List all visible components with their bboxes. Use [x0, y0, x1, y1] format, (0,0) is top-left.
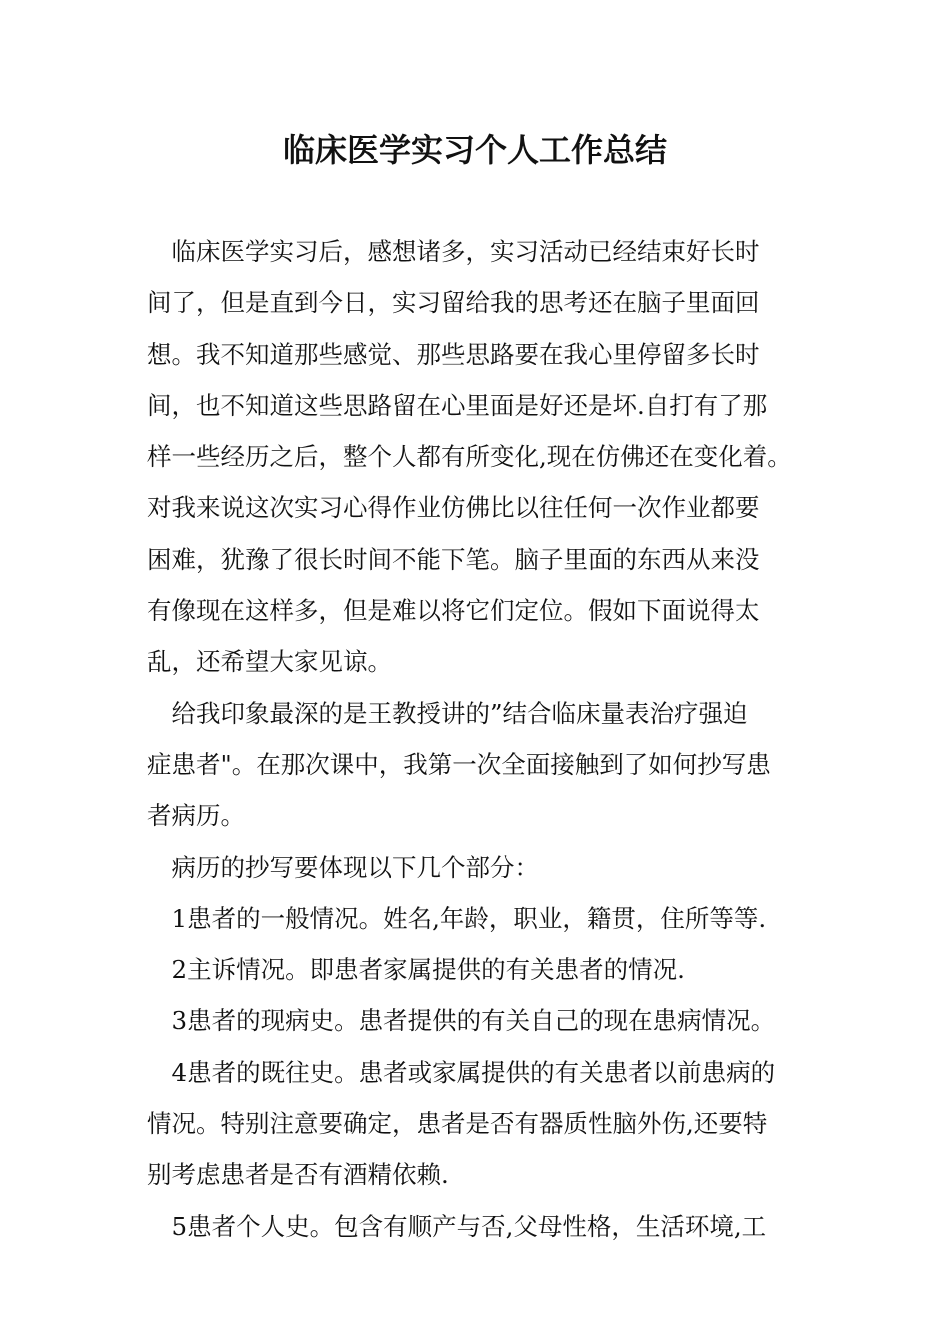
text-line: 想。我不知道那些感觉、那些思路要在我心里停留多长时: [147, 339, 760, 369]
text-line: 症患者"。在那次课中，我第一次全面接触到了如何抄写患: [147, 749, 771, 779]
text-line: 间，也不知道这些思路留在心里面是好还是坏.自打有了那: [147, 390, 768, 420]
text-line: 临床医学实习后，感想诸多，实习活动已经结束好长时: [147, 237, 760, 266]
document-title: 临床医学实习个人工作总结: [282, 131, 667, 169]
text-line: 3患者的现病史。患者提供的有关自己的现在患病情况。: [147, 1006, 776, 1036]
text-line: 者病历。: [147, 801, 245, 831]
text-line: 2主诉情况。即患者家属提供的有关患者的情况.: [147, 955, 685, 985]
text-line: 情况。特别注意要确定，患者是否有器质性脑外伤,还要特: [147, 1109, 768, 1139]
text-line: 别考虑患者是否有酒精依赖.: [147, 1160, 449, 1190]
text-line: 样一些经历之后，整个人都有所变化,现在仿佛还在变化着。: [147, 442, 792, 472]
text-line: 4患者的既往史。患者或家属提供的有关患者以前患病的: [147, 1057, 776, 1087]
text-line: 困难，犹豫了很长时间不能下笔。脑子里面的东西从来没: [147, 544, 760, 574]
document-body: [147, 226, 827, 1252]
text-line: 5患者个人史。包含有顺产与否,父母性格，生活环境,工: [147, 1211, 767, 1241]
text-line: 病历的抄写要体现以下几个部分：: [147, 852, 539, 882]
text-line: 1患者的一般情况。姓名,年龄，职业，籍贯，住所等等.: [147, 903, 767, 933]
text-line: 对我来说这次实习心得作业仿佛比以往任何一次作业都要: [147, 493, 760, 523]
text-line: 给我印象最深的是王教授讲的”结合临床量表治疗强迫: [147, 698, 748, 728]
text-line: 有像现在这样多，但是难以将它们定位。假如下面说得太: [147, 596, 760, 626]
text-line: 乱，还希望大家见谅。: [147, 647, 392, 677]
text-line: 间了，但是直到今日，实习留给我的思考还在脑子里面回: [147, 288, 760, 318]
